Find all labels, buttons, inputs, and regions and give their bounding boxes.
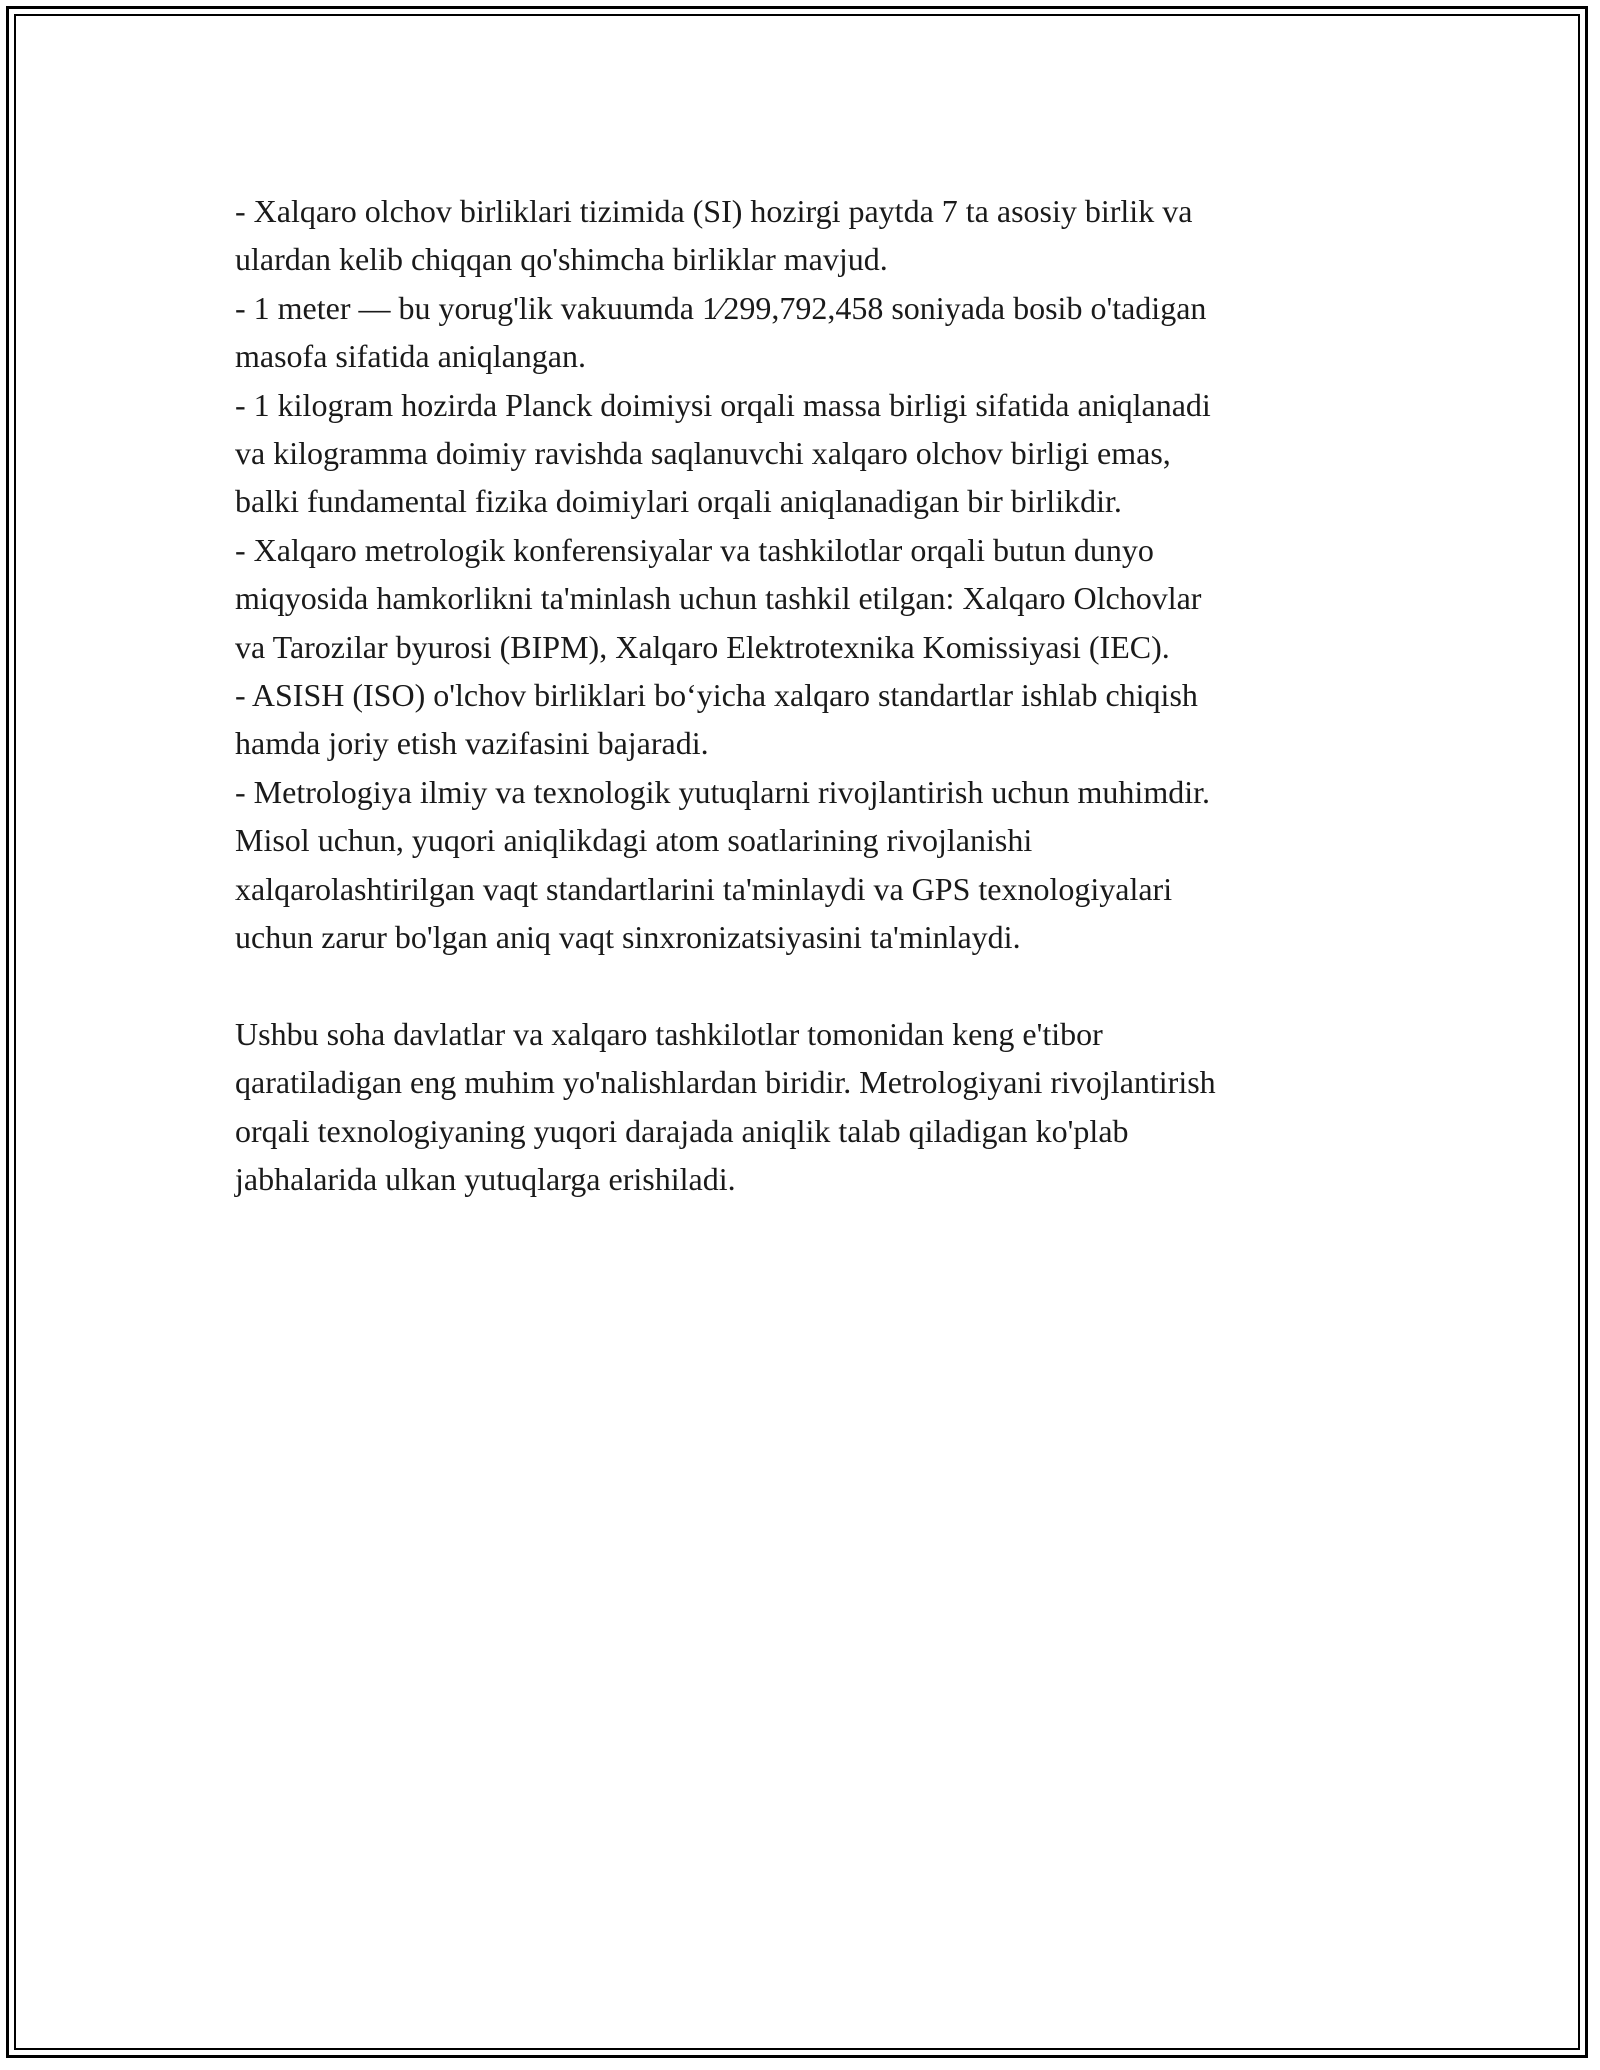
text-line: - 1 kilogram hozirda Planck doimiysi orqali massa birligi sifatida aniqlanadi xyxy=(235,386,1211,423)
text-line: miqyosida hamkorlikni ta'minlash uchun tashkil etilgan: Xalqaro Olchovlar xyxy=(235,580,1202,617)
text-line: - Xalqaro metrologik konferensiyalar va tashkilotlar orqali butun dunyo xyxy=(235,531,1154,568)
text-line: ulardan kelib chiqqan qo'shimcha birliklar mavjud. xyxy=(235,241,888,278)
closing-paragraph xyxy=(235,1010,1385,1204)
text-line: balki fundamental fizika doimiylari orqali aniqlanadigan bir birlikdir. xyxy=(235,483,1122,520)
text-line: va Tarozilar byurosi (BIPM), Xalqaro Elektrotexnika Komissiyasi (IEC). xyxy=(235,628,1170,665)
bullet-list xyxy=(235,187,1385,962)
text-line: hamda joriy etish vazifasini bajaradi. xyxy=(235,725,709,762)
text-line: Misol uchun, yuqori aniqlikdagi atom soatlarining rivojlanishi xyxy=(235,822,1033,859)
text-line: uchun zarur bo'lgan aniq vaqt sinxronizatsiyasini ta'minlaydi. xyxy=(235,919,1021,956)
text-line: xalqarolashtirilgan vaqt standartlarini ta'minlaydi va GPS texnologiyalari xyxy=(235,870,1173,907)
text-line: va kilogramma doimiy ravishda saqlanuvchi xalqaro olchov birligi emas, xyxy=(235,435,1171,472)
text-line: - Xalqaro olchov birliklari tizimida (SI) hozirgi paytda 7 ta asosiy birlik va xyxy=(235,193,1193,229)
text-line: jabhalarida ulkan yutuqlarga erishiladi. xyxy=(235,1161,736,1198)
text-line: qaratiladigan eng muhim yo'nalishlardan biridir. Metrologiyani rivojlantirish xyxy=(235,1064,1216,1101)
text-line: - ASISH (ISO) o'lchov birliklari bo‘yicha xalqaro standartlar ishlab chiqish xyxy=(235,677,1198,714)
text-line: - Metrologiya ilmiy va texnologik yutuqlarni rivojlantirish uchun muhimdir. xyxy=(235,773,1210,810)
text-line: - 1 meter — bu yorug'lik vakuumda 1⁄299,792,458 soniyada bosib o'tadigan xyxy=(235,289,1207,326)
text-line: Ushbu soha davlatlar va xalqaro tashkilotlar tomonidan keng e'tibor xyxy=(235,1015,1103,1052)
paragraph-gap xyxy=(235,962,1385,1010)
text-line: masofa sifatida aniqlangan. xyxy=(235,338,586,375)
document-body xyxy=(235,187,1385,1204)
text-line: orqali texnologiyaning yuqori darajada aniqlik talab qiladigan ko'plab xyxy=(235,1112,1129,1149)
